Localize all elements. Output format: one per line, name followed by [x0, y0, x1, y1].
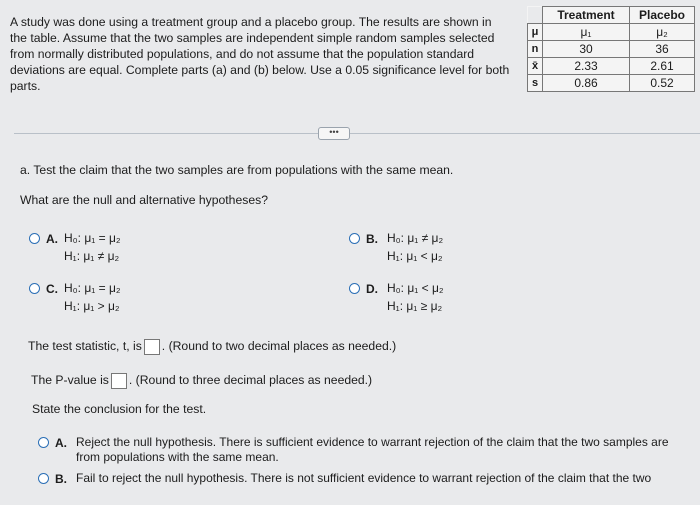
cell-placebo: μ₂ [630, 24, 695, 41]
problem-statement: A study was done using a treatment group and a placebo group. The results are shown in the table. Assume that the two samples are independent simple random samples selected from normally distributed populations, and do not assume that the population standard deviations are equal. Complete parts (a) and (b) below. Use a 0.05 significance level for both parts. [10, 15, 510, 93]
option-c-letter: C. [46, 282, 58, 296]
conclusion-b-radio[interactable] [38, 473, 49, 484]
conclusion-a-radio[interactable] [38, 437, 49, 448]
cell-placebo: 2.61 [630, 58, 695, 75]
cell-treatment: 0.86 [543, 75, 630, 92]
pvalue-line [31, 373, 372, 389]
table-row [528, 41, 695, 58]
table-header-row [528, 7, 695, 24]
table-row [528, 58, 695, 75]
option-a-letter: A. [46, 232, 58, 246]
cell-placebo: 0.52 [630, 75, 695, 92]
expand-button[interactable]: ••• [318, 127, 350, 140]
part-a-prompt: a. Test the claim that the two samples are from populations with the same mean. [20, 163, 454, 177]
pvalue-input[interactable] [111, 373, 127, 389]
conclusion-b-letter: B. [55, 472, 67, 486]
header-treatment: Treatment [543, 7, 630, 24]
option-c-radio[interactable] [29, 283, 40, 294]
option-c-h0: H₀: μ₁ = μ₂ [64, 281, 121, 295]
option-d-letter: D. [366, 282, 378, 296]
conclusion-a-text: Reject the null hypothesis. There is sufficient evidence to warrant rejection of the claim that the two samples are from populations with the same mean. [76, 435, 669, 464]
section-divider [14, 133, 700, 134]
conclusion-prompt: State the conclusion for the test. [32, 402, 207, 416]
option-a-radio[interactable] [29, 233, 40, 244]
row-label: s [528, 75, 543, 92]
conclusion-b-text: Fail to reject the null hypothesis. There is not sufficient evidence to warrant rejection of the claim that the two [76, 471, 652, 485]
pvalue-label: The P-value is [31, 373, 109, 388]
data-table [527, 6, 695, 92]
conclusion-a-letter: A. [55, 436, 67, 450]
option-b-h1: H₁: μ₁ < μ₂ [387, 249, 443, 263]
option-d-h0: H₀: μ₁ < μ₂ [387, 281, 444, 295]
pvalue-hint: . (Round to three decimal places as needed.) [128, 373, 373, 388]
option-c-h1: H₁: μ₁ > μ₂ [64, 299, 120, 313]
option-d-radio[interactable] [349, 283, 360, 294]
cell-treatment: 2.33 [543, 58, 630, 75]
row-label: n [528, 41, 543, 58]
option-b-h0: H₀: μ₁ ≠ μ₂ [387, 231, 444, 245]
test-statistic-label: The test statistic, t, is [28, 339, 142, 354]
header-placebo: Placebo [630, 7, 695, 24]
option-b-radio[interactable] [349, 233, 360, 244]
option-d-h1: H₁: μ₁ ≥ μ₂ [387, 299, 443, 313]
option-a-h0: H₀: μ₁ = μ₂ [64, 231, 121, 245]
test-statistic-input[interactable] [144, 339, 160, 355]
cell-placebo: 36 [630, 41, 695, 58]
cell-treatment: μ₁ [543, 24, 630, 41]
option-b-letter: B. [366, 232, 378, 246]
table-row [528, 75, 695, 92]
row-label: x̄ [528, 58, 543, 75]
cell-treatment: 30 [543, 41, 630, 58]
test-statistic-hint: . (Round to two decimal places as needed.) [161, 339, 397, 354]
test-statistic-line [28, 339, 396, 355]
hypotheses-question: What are the null and alternative hypotheses? [20, 193, 268, 207]
option-a-h1: H₁: μ₁ ≠ μ₂ [64, 249, 120, 263]
row-label: μ [528, 24, 543, 41]
table-row [528, 24, 695, 41]
